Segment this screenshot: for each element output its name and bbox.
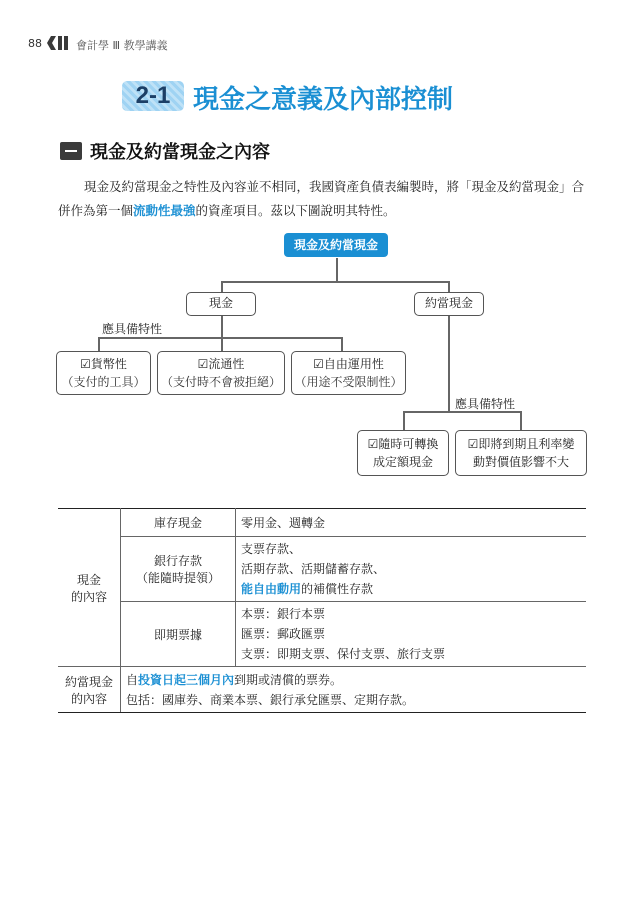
items-demand-notes	[236, 602, 587, 667]
intro-paragraph	[58, 175, 590, 223]
item-tail: 的補償性存款	[301, 582, 374, 596]
equiv-label-line2: 的內容	[70, 691, 107, 706]
category-bank-deposits	[121, 537, 236, 602]
paragraph-part1: 現金及約當現金之特性及內容並不相同，我國資產負債表編製時，將「現金及約當現金」合併作為第一個	[58, 179, 585, 218]
header-bars-icon	[47, 36, 71, 50]
connector-line	[448, 316, 450, 412]
table-row	[58, 509, 586, 537]
items-cash-on-hand: 零用金、週轉金	[236, 509, 587, 537]
heading-text: 現金及約當現金之內容	[90, 142, 270, 163]
item-line: 活期存款、活期儲蓄存款、	[241, 562, 386, 576]
trait-line2: 動對價值影響不大	[472, 455, 569, 469]
item-line: 支票：即期支票、保付支票、旅行支票	[241, 647, 446, 661]
equiv-contents-text	[121, 667, 587, 713]
equiv-contents-label	[58, 667, 121, 713]
connector-line	[98, 337, 100, 351]
paragraph-highlight: 流動性最強	[133, 203, 196, 218]
item-line: 匯票：郵政匯票	[241, 627, 326, 641]
connector-line	[221, 316, 223, 338]
equiv-line2: 包括：國庫券、商業本票、銀行承兌匯票、定期存款。	[126, 692, 415, 707]
connector-line	[221, 281, 449, 283]
item-line: 支票存款、	[241, 542, 302, 556]
heading-marker-icon	[60, 142, 82, 160]
items-bank-deposits	[236, 537, 587, 602]
trait-sub: （用途不受限制性）	[294, 375, 403, 389]
category-line2: （能隨時提領）	[135, 571, 220, 585]
cash-label-line2: 的內容	[70, 589, 107, 604]
item-highlight: 能自由動用	[241, 582, 302, 596]
required-traits-label-left: 應具備特性	[102, 322, 163, 336]
cash-label-line1: 現金	[76, 572, 101, 587]
connector-line	[98, 337, 342, 339]
connector-line	[221, 281, 223, 292]
page-number: 88	[28, 37, 42, 50]
node-cash-and-equivalents: 現金及約當現金	[284, 233, 388, 257]
category-cash-on-hand: 庫存現金	[121, 509, 236, 537]
connector-line	[403, 411, 405, 430]
required-traits-label-right: 應具備特性	[455, 397, 516, 411]
trait-label: ☑自由運用性	[313, 357, 384, 371]
trait-sub: （支付時不會被拒絕）	[160, 375, 281, 389]
trait-line1: ☑即將到期且利率變	[467, 437, 575, 451]
item-line: 本票：銀行本票	[241, 607, 326, 621]
trait-convertible	[357, 430, 449, 476]
connector-line	[221, 337, 223, 351]
trait-label: ☑流通性	[197, 357, 245, 371]
category-demand-notes: 即期票據	[121, 602, 236, 667]
section-number-badge: 2-1	[122, 81, 184, 111]
trait-line1: ☑隨時可轉換	[367, 437, 439, 451]
cash-contents-label	[58, 509, 121, 667]
trait-line2: 成定額現金	[372, 455, 433, 469]
equiv-line1-pre: 自	[126, 672, 139, 687]
book-title: 會計學 Ⅲ 教學講義	[76, 39, 168, 52]
trait-near-maturity	[455, 430, 587, 476]
connector-line	[336, 258, 338, 282]
contents-table	[58, 508, 586, 713]
equiv-line1-highlight: 投資日起三個月內	[138, 672, 235, 687]
trait-liquidity	[157, 351, 285, 395]
item-line	[241, 579, 581, 599]
table-row	[58, 537, 586, 602]
node-cash-equivalents: 約當現金	[414, 292, 484, 316]
node-cash: 現金	[186, 292, 256, 316]
table-row	[58, 667, 586, 713]
trait-free-use	[291, 351, 406, 395]
paragraph-part2: 的資產項目。茲以下圖說明其特性。	[195, 203, 396, 218]
equiv-label-line1: 約當現金	[64, 674, 113, 689]
trait-currency	[56, 351, 151, 395]
table-row	[58, 602, 586, 667]
category-line1: 銀行存款	[153, 554, 202, 568]
connector-line	[341, 337, 343, 351]
trait-sub: （支付的工具）	[61, 375, 146, 389]
trait-label: ☑貨幣性	[80, 357, 127, 371]
section-title: 現金之意義及內部控制	[193, 85, 454, 115]
connector-line	[520, 411, 522, 430]
equiv-line1	[126, 670, 581, 690]
equiv-line1-post: 到期或清償的票券。	[234, 672, 343, 687]
connector-line	[448, 281, 450, 292]
